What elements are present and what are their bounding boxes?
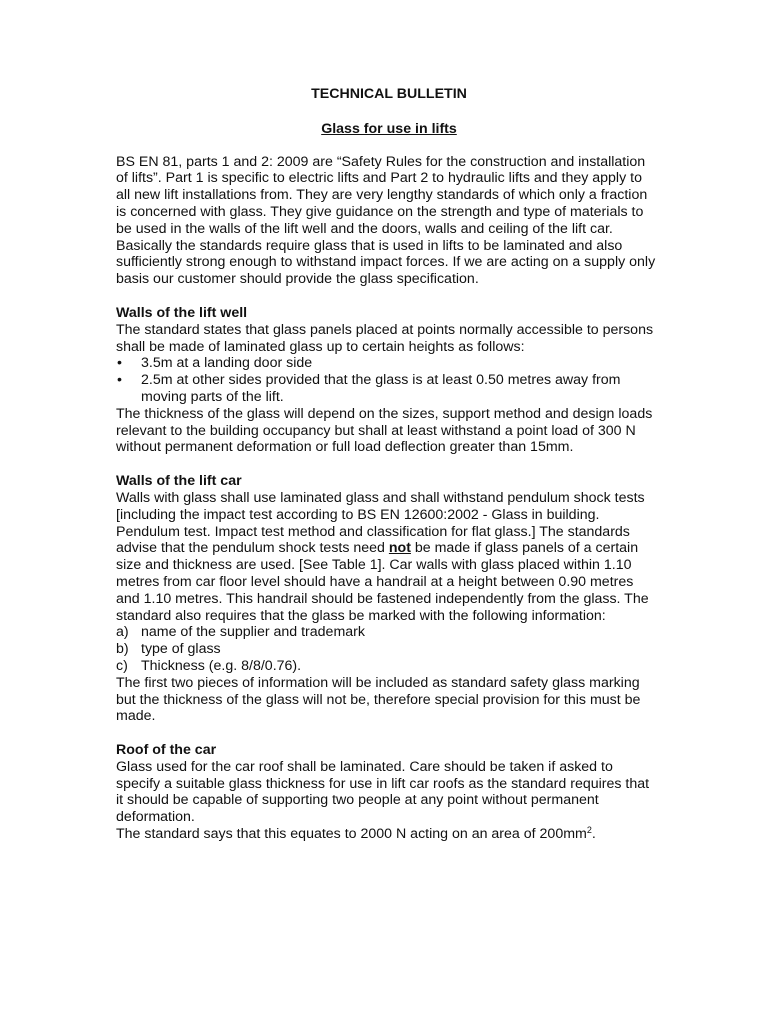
- list-item-text: 3.5m at a landing door side: [141, 355, 313, 372]
- list-item-text: Thickness (e.g. 8/8/0.76).: [141, 657, 302, 674]
- superscript: 2: [586, 825, 592, 836]
- marking-list: [116, 624, 656, 674]
- section-walls-lift-car: [116, 473, 656, 725]
- section-paragraph: The thickness of the glass will depend on the sizes, support method and design loads relevant to the building occupancy but shall at least withstand a point load of 300 N without permanent deformation or full load deflection greater than 15mm.: [116, 405, 653, 456]
- list-item-text: name of the supplier and trademark: [141, 624, 365, 641]
- section-paragraph: Glass used for the car roof shall be laminated. Care should be taken if asked to specify a suitable glass thickness for use in lift car roofs as the standard requires that it should be capable of supporting two people at any point without permanent deformation.: [116, 758, 650, 826]
- section-paragraph: The standard states that glass panels placed at points normally accessible to persons shall be made of laminated glass up to certain heights as follows:: [116, 321, 654, 355]
- document-subtitle: Glass for use in lifts: [321, 120, 457, 137]
- text-run: Walls with glass shall use laminated glass and shall withstand pendulum shock tests [including the impact test according to BS EN 12600:2002 - Glass in building. Pendulum test. Impact test method and classification for flat glass.] The standards advise that the pendulum shock tests need: [116, 489, 645, 557]
- section-paragraph: The first two pieces of information will be included as standard safety glass marking but the thickness of the glass will not be, therefore special provision for this must be made.: [116, 674, 641, 725]
- list-item: [116, 658, 656, 675]
- intro-paragraph: BS EN 81, parts 1 and 2: 2009 are “Safety Rules for the construction and installation of lifts”. Part 1 is specific to electric lifts and Part 2 to hydraulic lifts and they apply to all new lift installations from. They are very lengthy standards of which only a fraction is concerned with glass. They give guidance on the strength and type of materials to be used in the walls of the lift well and the doors, walls and ceiling of the lift car. Basically the standards require glass that is used in lifts to be laminated and also sufficiently strong enough to withstand impact forces. If we are acting on a supply only basis our customer should provide the glass specification.: [116, 153, 656, 288]
- section-walls-lift-well: [116, 305, 656, 456]
- list-item: [116, 355, 656, 372]
- section-roof-car: [116, 742, 656, 843]
- text-run: be made if glass panels of a certain size and thickness are used. [See Table 1]. Car walls with glass placed within 1.10 metres from car floor level should have a handrail at a height between 0.90 metres and 1.10 metres. This handrail should be fastened independently from the glass. The standard also requires that the glass be marked with the following information:: [116, 540, 649, 624]
- bullet-list: [116, 355, 656, 405]
- emphasis-text: not: [388, 540, 411, 557]
- list-item: [116, 624, 656, 641]
- section-paragraph: [116, 490, 656, 624]
- list-item-text: type of glass: [141, 641, 221, 658]
- section-heading: Walls of the lift well: [116, 304, 248, 321]
- section-heading: Walls of the lift car: [116, 473, 242, 490]
- section-heading: Roof of the car: [116, 742, 217, 759]
- list-marker: b): [116, 641, 129, 658]
- bullet-marker: •: [117, 372, 122, 389]
- bullet-marker: •: [117, 355, 122, 372]
- list-item: [116, 372, 656, 406]
- list-marker: c): [116, 657, 128, 674]
- list-item-text: 2.5m at other sides provided that the glass is at least 0.50 metres away from moving parts of the lift.: [141, 372, 621, 405]
- list-marker: a): [116, 624, 129, 641]
- list-item: [116, 641, 656, 658]
- section-paragraph: [116, 826, 656, 843]
- document-title: TECHNICAL BULLETIN: [311, 86, 467, 102]
- document-page: [116, 86, 656, 843]
- text-run: The standard says that this equates to 2000 N acting on an area of 200mm: [116, 826, 587, 843]
- text-run: .: [591, 826, 596, 843]
